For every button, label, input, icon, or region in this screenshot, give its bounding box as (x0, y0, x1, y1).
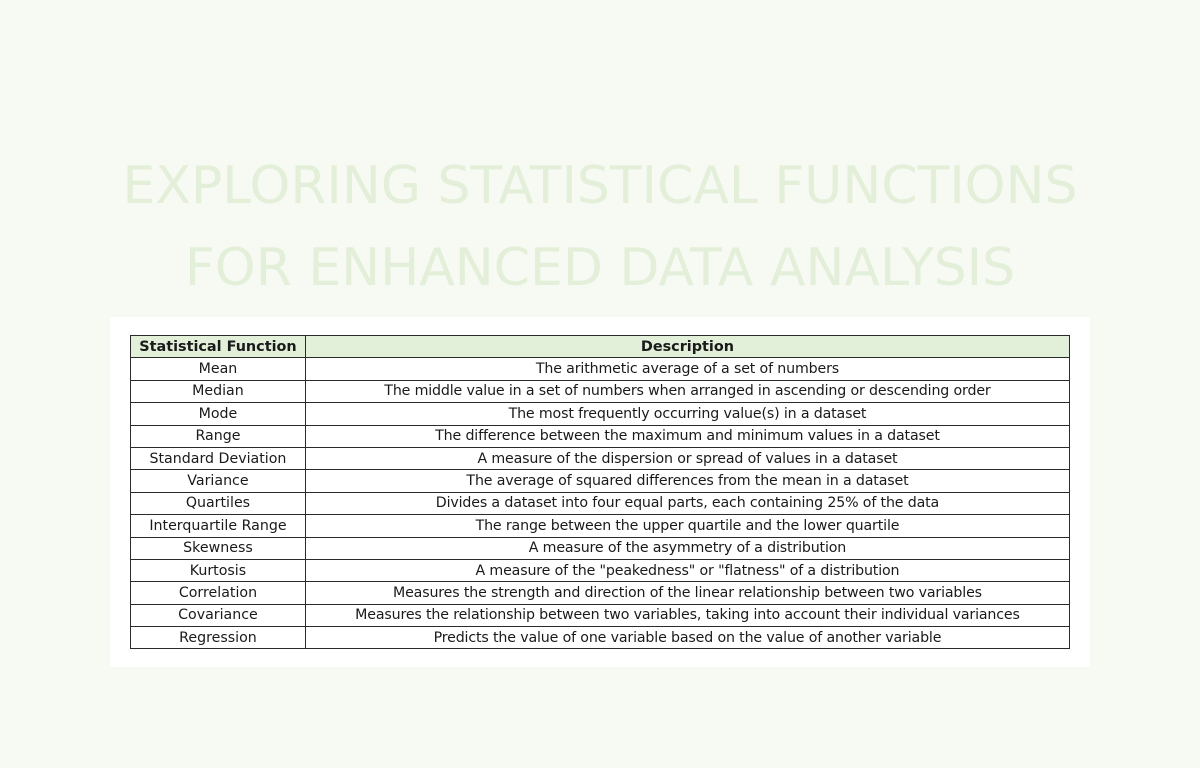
page-title (0, 145, 1200, 309)
table-header-row (131, 336, 1070, 358)
table-row (131, 447, 1070, 469)
function-name-cell: Median (131, 380, 306, 402)
function-name-cell: Covariance (131, 604, 306, 626)
table-row (131, 582, 1070, 604)
description-cell: The difference between the maximum and minimum values in a dataset (305, 425, 1069, 447)
table-row (131, 627, 1070, 649)
table-row (131, 559, 1070, 581)
function-name-cell: Kurtosis (131, 559, 306, 581)
function-name-cell: Range (131, 425, 306, 447)
description-cell: The middle value in a set of numbers when arranged in ascending or descending order (305, 380, 1069, 402)
table-card (110, 317, 1090, 667)
column-header-description: Description (305, 336, 1069, 358)
description-cell: Measures the relationship between two variables, taking into account their individual variances (305, 604, 1069, 626)
description-cell: The most frequently occurring value(s) in a dataset (305, 403, 1069, 425)
function-name-cell: Skewness (131, 537, 306, 559)
function-name-cell: Correlation (131, 582, 306, 604)
description-cell: Divides a dataset into four equal parts, each containing 25% of the data (305, 492, 1069, 514)
table-row (131, 537, 1070, 559)
table-row (131, 380, 1070, 402)
function-name-cell: Interquartile Range (131, 515, 306, 537)
function-name-cell: Mode (131, 403, 306, 425)
table-row (131, 425, 1070, 447)
statistical-functions-table (130, 335, 1070, 649)
page-title-line-2: FOR ENHANCED DATA ANALYSIS (184, 237, 1016, 298)
description-cell: Measures the strength and direction of the linear relationship between two variables (305, 582, 1069, 604)
function-name-cell: Regression (131, 627, 306, 649)
description-cell: A measure of the asymmetry of a distribution (305, 537, 1069, 559)
table-row (131, 403, 1070, 425)
description-cell: A measure of the "peakedness" or "flatness" of a distribution (305, 559, 1069, 581)
page-title-line-1: EXPLORING STATISTICAL FUNCTIONS (122, 155, 1078, 216)
table-row (131, 470, 1070, 492)
description-cell: The average of squared differences from the mean in a dataset (305, 470, 1069, 492)
column-header-function: Statistical Function (131, 336, 306, 358)
table-row (131, 358, 1070, 380)
description-cell: Predicts the value of one variable based on the value of another variable (305, 627, 1069, 649)
table-row (131, 515, 1070, 537)
description-cell: The arithmetic average of a set of numbers (305, 358, 1069, 380)
description-cell: The range between the upper quartile and the lower quartile (305, 515, 1069, 537)
function-name-cell: Mean (131, 358, 306, 380)
function-name-cell: Standard Deviation (131, 447, 306, 469)
function-name-cell: Quartiles (131, 492, 306, 514)
function-name-cell: Variance (131, 470, 306, 492)
description-cell: A measure of the dispersion or spread of values in a dataset (305, 447, 1069, 469)
table-row (131, 604, 1070, 626)
table-row (131, 492, 1070, 514)
